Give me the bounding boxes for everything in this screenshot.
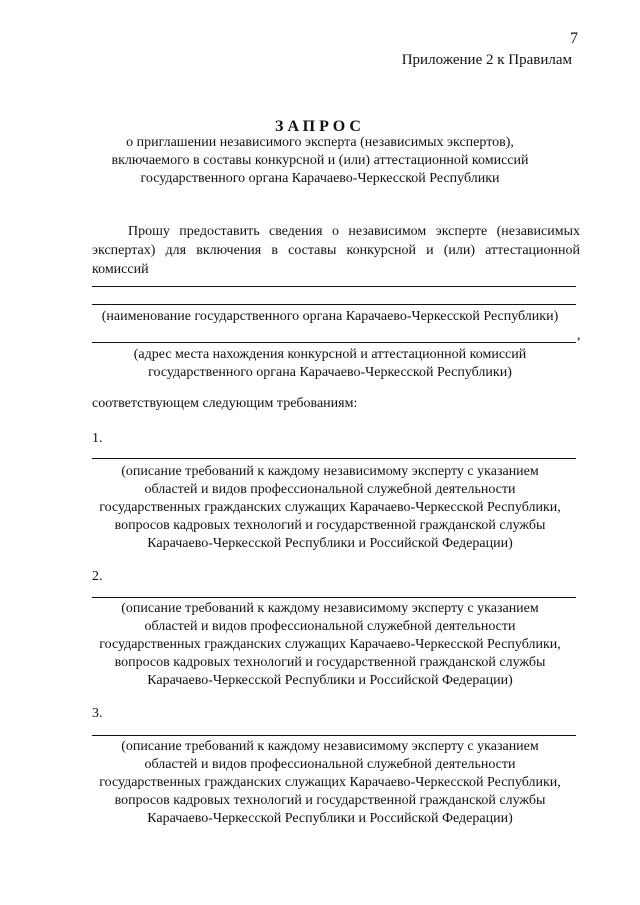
org-name-line[interactable] (92, 304, 576, 305)
address-caption (80, 346, 580, 382)
org-name-line[interactable] (92, 286, 576, 287)
page-number: 7 (570, 30, 578, 47)
requirement-caption-line: вопросов кадровых технологий и государственной гражданской службы (114, 655, 546, 670)
requirement-caption-line: государственных гражданских служащих Карачаево-Черкесской Республики, (99, 775, 561, 790)
requirement-number: 2. (92, 569, 103, 584)
subtitle-line: включаемого в составы конкурсной и (или) аттестационной комиссий (111, 153, 529, 168)
requirement-caption-line: областей и видов профессиональной служебной деятельности (144, 757, 516, 772)
appendix-label: Приложение 2 к Правилам (401, 52, 572, 68)
requirement-line[interactable] (92, 458, 576, 459)
document-title: ЗАПРОС (275, 118, 365, 135)
requirement-caption-line: областей и видов профессиональной служебной деятельности (144, 482, 516, 497)
subtitle-line: государственного органа Карачаево-Черкесской Республики (140, 171, 500, 186)
comma-mark: , (577, 328, 581, 343)
requirement-caption-line: вопросов кадровых технологий и государственной гражданской службы (114, 518, 546, 533)
requirement-caption (80, 600, 580, 690)
requirement-caption-line: государственных гражданских служащих Карачаево-Черкесской Республики, (99, 500, 561, 515)
requirement-caption-line: (описание требований к каждому независимому эксперту с указанием (121, 464, 539, 479)
requirement-caption-line: Карачаево-Черкесской Республики и Российской Федерации) (147, 673, 513, 688)
address-caption-line: (адрес места нахождения конкурсной и аттестационной комиссий (133, 347, 527, 362)
document-subtitle (0, 134, 640, 188)
requirement-caption-line: областей и видов профессиональной служебной деятельности (144, 619, 516, 634)
address-caption-line: государственного органа Карачаево-Черкесской Республики) (148, 365, 512, 380)
request-paragraph: Прошу предоставить сведения о независимом эксперте (независимых экспертах) для включения в составы конкурсной и (или) аттестационной комиссий (92, 224, 580, 277)
requirements-intro: соответствующем следующим требованиям: (92, 396, 358, 411)
org-name-caption: (наименование государственного органа Карачаево-Черкесской Республики) (101, 309, 559, 324)
requirement-caption (80, 738, 580, 828)
requirement-caption-line: (описание требований к каждому независимому эксперту с указанием (121, 739, 539, 754)
requirement-number: 3. (92, 706, 103, 721)
requirement-caption (80, 463, 580, 553)
requirement-caption-line: государственных гражданских служащих Карачаево-Черкесской Республики, (99, 637, 561, 652)
requirement-number: 1. (92, 431, 103, 446)
subtitle-line: о приглашении независимого эксперта (независимых экспертов), (126, 135, 514, 150)
requirement-caption-line: Карачаево-Черкесской Республики и Российской Федерации) (147, 811, 513, 826)
requirement-caption-line: (описание требований к каждому независимому эксперту с указанием (121, 601, 539, 616)
requirement-line[interactable] (92, 597, 576, 598)
address-line[interactable] (92, 342, 576, 343)
requirement-caption-line: Карачаево-Черкесской Республики и Российской Федерации) (147, 536, 513, 551)
requirement-line[interactable] (92, 735, 576, 736)
requirement-caption-line: вопросов кадровых технологий и государственной гражданской службы (114, 793, 546, 808)
